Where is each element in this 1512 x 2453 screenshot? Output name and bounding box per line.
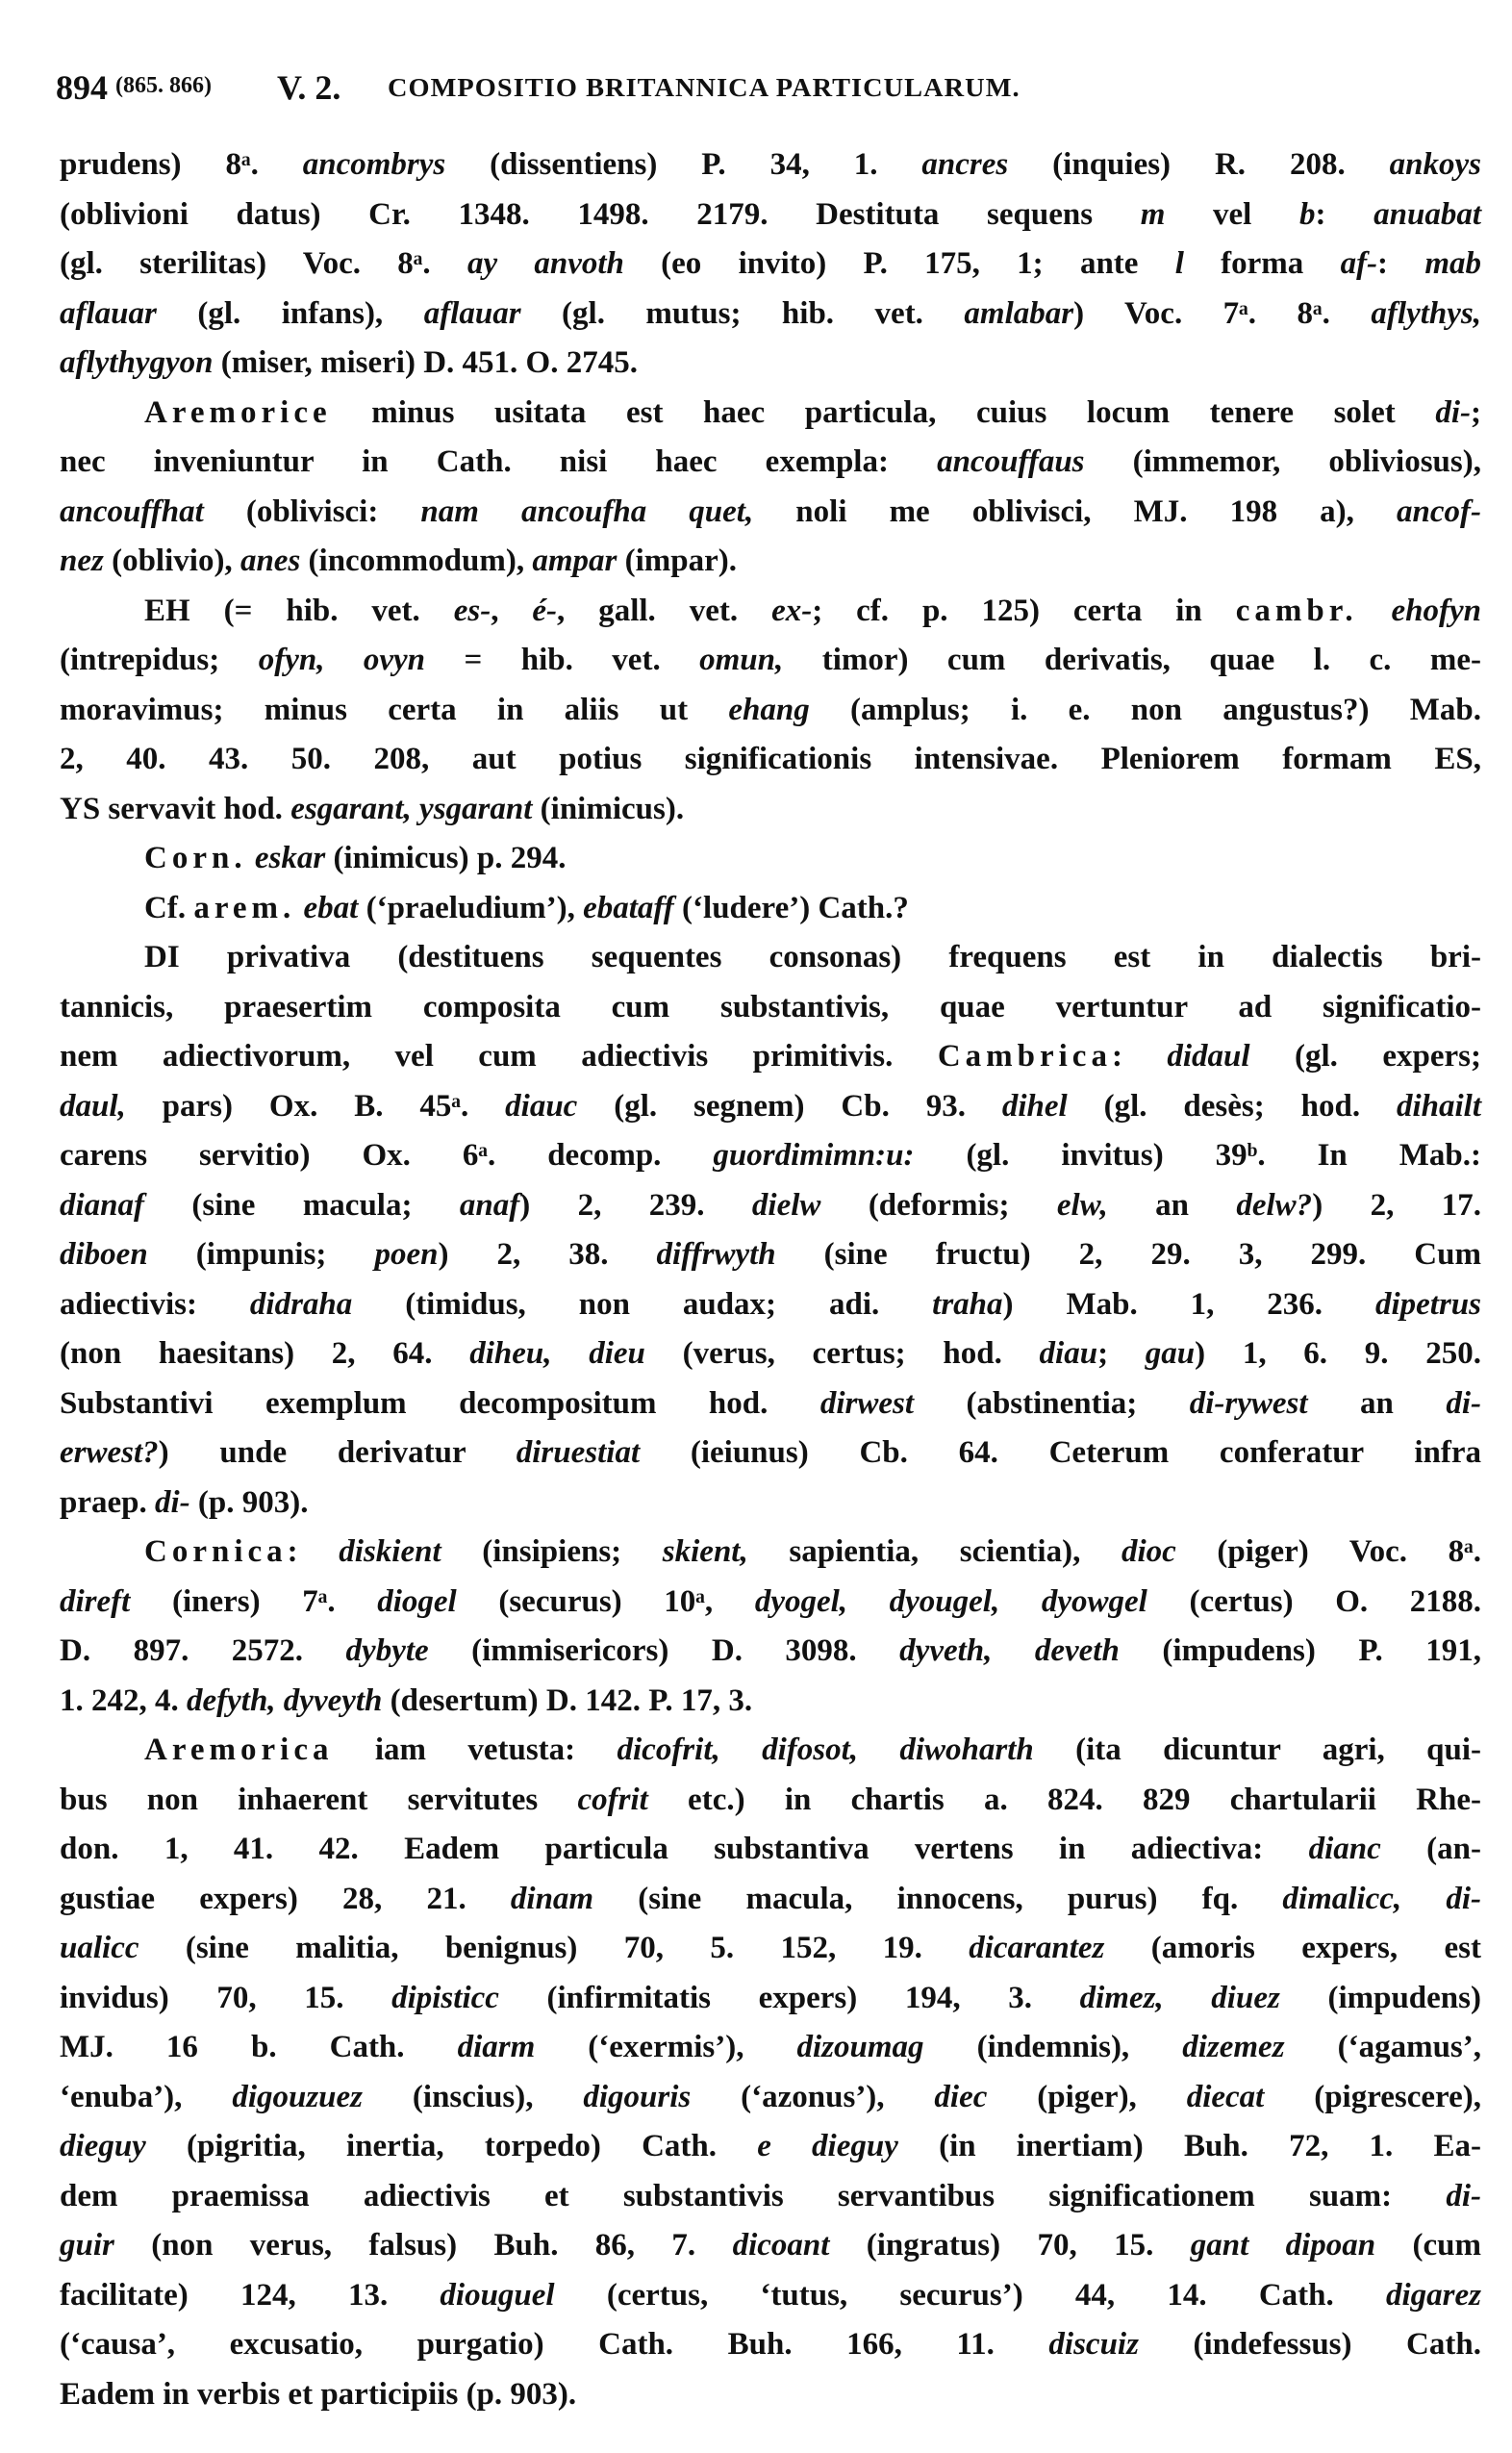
italic-term: ancres [921, 147, 1009, 182]
text-run: (gl. segnem) Cb. 93. [577, 1088, 1002, 1124]
text-run: (verus, certus; hod. [644, 1336, 1040, 1371]
italic-term: ancouffaus [937, 444, 1085, 479]
text-line [60, 290, 1481, 340]
italic-term: dimez, diuez [1079, 1980, 1280, 2015]
italic-term: dioc [1121, 1534, 1176, 1569]
text-run: don. 1, 41. 42. Eadem particula substantiva vertens in adiectiva: [60, 1832, 1309, 1866]
text-run: (‘agamus’, [1284, 2030, 1482, 2064]
text-run: iam vetusta: [333, 1732, 617, 1767]
text-run: dem praemissa adiectivis et substantivis servantibus significationem suam: [60, 2178, 1447, 2213]
text-run: (in inertiam) Buh. 72, 1. Ea- [897, 2129, 1482, 2163]
italic-term: dianc [1308, 1832, 1381, 1866]
text-run: nec inveniuntur in Cath. nisi haec exempla: [60, 444, 938, 479]
text-line [60, 1329, 1481, 1379]
italic-term: ancof- [1397, 493, 1481, 529]
italic-term: aflythygyon [60, 345, 214, 380]
italic-term: delw? [1236, 1187, 1313, 1223]
italic-term: dinam [510, 1881, 594, 1916]
text-run: (‘causa’, excusatio, purgatio) Cath. Buh. 166, 11. [60, 2327, 1049, 2362]
italic-term: digouris [583, 2079, 692, 2114]
text-run: (inscius), [363, 2079, 584, 2114]
text-run: (piger) Voc. 8ᵃ. [1175, 1534, 1481, 1569]
text-line [60, 587, 1481, 637]
section-number: V. 2. [277, 68, 341, 107]
text-run: gustiae expers) 28, 21. [60, 1881, 511, 1916]
italic-term: erwest? [60, 1435, 159, 1470]
spaced-dialect-label: cambr. [1235, 593, 1358, 628]
text-run: moravimus; minus certa in aliis ut [60, 692, 729, 727]
text-run: noli me oblivisci, MJ. 198 a), [753, 493, 1398, 529]
text-run: EH (= hib. vet. [144, 593, 454, 628]
text-run: (inquies) R. 208. [1008, 147, 1390, 182]
italic-term: dyogel, dyougel, dyowgel [754, 1583, 1147, 1619]
text-run: (sine fructu) 2, 29. 3, 299. Cum [775, 1237, 1481, 1272]
text-run: ‘enuba’), [60, 2079, 233, 2114]
text-line [60, 735, 1481, 785]
text-line [60, 1825, 1481, 1875]
text-line [60, 2023, 1481, 2073]
text-run: , [491, 593, 533, 628]
italic-term: af- [1340, 246, 1378, 281]
text-line [60, 1528, 1481, 1578]
text-run: (‘ludere’) Cath.? [673, 890, 909, 925]
italic-term: didraha [249, 1286, 353, 1322]
italic-term: dirwest [819, 1385, 914, 1421]
text-run: (p. 903). [189, 1484, 309, 1520]
text-run: (desertum) D. 142. P. 17, 3. [382, 1682, 753, 1718]
italic-term: dybyte [345, 1633, 429, 1668]
text-line [60, 537, 1481, 587]
text-run: an [1107, 1187, 1237, 1223]
text-run: (pigrescere), [1264, 2079, 1481, 2114]
italic-term: dielw [751, 1187, 821, 1223]
text-run: (oblivio), [103, 544, 240, 578]
text-run: (pigritia, inertia, torpedo) Cath. [145, 2129, 758, 2163]
spaced-dialect-label: Corn. [144, 841, 247, 875]
text-run: ) 1, 6. 9. 250. [1195, 1336, 1481, 1371]
italic-term: dyveth, deveth [899, 1633, 1120, 1668]
text-run: (‘praeludium’), [358, 890, 584, 925]
italic-term: diffrwyth [656, 1237, 776, 1272]
italic-term: diau [1039, 1336, 1098, 1371]
text-line [60, 785, 1481, 835]
italic-term: elw, [1056, 1187, 1108, 1223]
spaced-dialect-label: Cornica [144, 1534, 288, 1569]
italic-term: nam ancoufha quet, [420, 493, 754, 529]
italic-term: diauc [505, 1088, 578, 1124]
text-run: (infirmitatis expers) 194, 3. [498, 1980, 1080, 2015]
text-run: (amoris expers, est [1104, 1931, 1481, 1965]
text-line [60, 1627, 1481, 1677]
italic-term: l [1174, 246, 1184, 281]
text-line [60, 1131, 1481, 1181]
text-run: (sine malitia, benignus) 70, 5. 152, 19. [139, 1931, 970, 1965]
text-line [60, 1875, 1481, 1925]
text-run: D. 897. 2572. [60, 1633, 346, 1668]
text-line [60, 488, 1481, 538]
text-line [60, 2221, 1481, 2271]
text-line [60, 1974, 1481, 2024]
text-line [60, 1181, 1481, 1231]
italic-term: gant dipoan [1190, 2228, 1376, 2263]
italic-term: dicarantez [969, 1931, 1105, 1965]
italic-term: diec [934, 2079, 988, 2114]
italic-term: didaul [1167, 1039, 1250, 1074]
text-run: invidus) 70, 15. [60, 1980, 392, 2015]
text-run: prudens) 8ᵃ. [60, 147, 303, 182]
italic-term: aflythys, [1371, 295, 1481, 331]
italic-term: defyth, dyveyth [187, 1682, 383, 1718]
text-run: 1. 242, 4. [60, 1682, 187, 1718]
text-run: (gl. desès; hod. [1067, 1088, 1397, 1124]
text-run: (certus) O. 2188. [1147, 1583, 1481, 1619]
text-line [60, 933, 1481, 983]
text-line [60, 140, 1481, 190]
italic-term: esgarant, ysgarant [290, 791, 533, 826]
italic-term: mab [1424, 246, 1481, 281]
spaced-dialect-label: arem. [193, 890, 296, 925]
italic-term: diarm [457, 2030, 536, 2064]
italic-term: cofrit [577, 1782, 648, 1817]
italic-term: dipisticc [391, 1980, 499, 2015]
text-run: ; cf. p. 125) certa in [812, 593, 1236, 628]
italic-term: ay anvoth [466, 246, 624, 281]
text-run: forma [1183, 246, 1341, 281]
italic-term: dihailt [1396, 1088, 1481, 1124]
text-run: (impudens) [1279, 1980, 1481, 2015]
text-run: (impudens) P. 191, [1119, 1633, 1481, 1668]
text-run: (deformis; [820, 1187, 1057, 1223]
text-run: ; [1471, 394, 1481, 430]
text-run: Eadem in verbis et participiis (p. 903). [60, 2376, 577, 2412]
text-line [60, 1429, 1481, 1479]
italic-term: dizemez [1182, 2030, 1285, 2064]
italic-term: dipetrus [1374, 1286, 1481, 1322]
italic-term: ancombrys [302, 147, 446, 182]
text-run: (timidus, non audax; adi. [352, 1286, 933, 1322]
italic-term: dizoumag [796, 2030, 924, 2064]
text-line [60, 1082, 1481, 1132]
text-run: (gl. infans), [156, 295, 424, 331]
italic-term: aflauar [423, 295, 521, 331]
text-run: (ita dicuntur agri, qui- [1033, 1732, 1481, 1767]
text-run: adiectivis: [60, 1286, 250, 1322]
text-line [60, 1230, 1481, 1280]
text-run: (gl. invitus) 39ᵇ. In Mab.: [914, 1138, 1481, 1173]
italic-term: traha [932, 1286, 1003, 1322]
text-run: (immemor, obliviosus), [1084, 444, 1481, 479]
text-line [60, 1677, 1481, 1727]
italic-term: es- [453, 593, 491, 628]
text-run: DI privativa (destituens sequentes consonas) frequens est in dialectis bri- [144, 940, 1481, 974]
running-header [56, 67, 1306, 115]
italic-term: di- [1435, 394, 1471, 430]
text-run: (inimicus). [532, 791, 685, 826]
text-run: ; [1097, 1336, 1146, 1371]
text-run: (inimicus) p. 294. [325, 841, 567, 875]
text-run: (securus) 10ᵃ, [456, 1583, 755, 1619]
text-run: YS servavit hod. [60, 791, 291, 826]
italic-term: diboen [60, 1237, 148, 1272]
text-run: , gall. vet. [557, 593, 772, 628]
italic-term: é- [532, 593, 558, 628]
text-line [60, 2172, 1481, 2222]
text-run: (gl. mutus; hib. vet. [520, 295, 965, 331]
italic-term: guir [60, 2228, 114, 2263]
italic-term: amlabar [964, 295, 1074, 331]
italic-term: b [1298, 196, 1316, 232]
text-run: pars) Ox. B. 45ᵃ. [125, 1088, 506, 1124]
text-run: (oblivisci: [203, 493, 421, 529]
text-run: (insipiens; [441, 1534, 663, 1569]
text-run: an [1307, 1385, 1447, 1421]
text-run: (ingratus) 70, 15. [829, 2228, 1191, 2263]
italic-term: di- [1446, 2178, 1481, 2213]
italic-term: dianaf [60, 1187, 145, 1223]
text-run: (non verus, falsus) Buh. 86, 7. [113, 2228, 733, 2263]
text-run: tannicis, praesertim composita cum substantivis, quae vertuntur ad significatio- [60, 989, 1481, 1024]
text-line [60, 2320, 1481, 2370]
text-run: (piger), [987, 2079, 1187, 2114]
text-run: (an- [1380, 1832, 1481, 1866]
text-run: (indemnis), [923, 2030, 1183, 2064]
text-run [1358, 594, 1392, 628]
italic-term: guordimimn:u: [713, 1138, 915, 1173]
text-run [295, 891, 303, 925]
italic-term: ankoys [1389, 147, 1481, 182]
text-line [60, 1726, 1481, 1776]
italic-term: ehofyn [1391, 593, 1482, 628]
italic-term: direft [60, 1583, 131, 1619]
italic-term: digarez [1385, 2277, 1481, 2313]
text-run: (incommodum), [300, 544, 533, 578]
italic-term: ualicc [60, 1931, 139, 1965]
text-line [60, 884, 1481, 934]
text-run: ) 2, 239. [519, 1187, 752, 1223]
text-run: (‘exermis’), [535, 2030, 797, 2064]
text-run: ) unde derivatur [158, 1435, 517, 1470]
body-text [60, 140, 1481, 2419]
text-run: minus usitata est haec particula, cuius locum tenere solet [331, 394, 1436, 430]
italic-term: di-rywest [1189, 1385, 1308, 1421]
italic-term: nez [60, 544, 104, 578]
text-run: bus non inhaerent servitutes [60, 1782, 578, 1817]
text-run: (impunis; [147, 1237, 375, 1272]
text-run: (ieiunus) Cb. 64. Ceterum conferatur infra [640, 1435, 1481, 1470]
italic-term: dihel [1001, 1088, 1068, 1124]
text-run: (certus, ‘tutus, securus’) 44, 14. Cath. [554, 2277, 1386, 2313]
italic-term: diouguel [440, 2277, 555, 2313]
text-run [247, 841, 255, 875]
italic-term: dimalicc, di- [1282, 1881, 1481, 1916]
italic-term: discuiz [1048, 2327, 1139, 2362]
italic-term: anaf [459, 1187, 520, 1223]
italic-term: dicofrit, difosot, diwoharth [617, 1732, 1034, 1767]
italic-term: dieguy [60, 2129, 146, 2163]
italic-term: omun, [699, 643, 784, 677]
italic-term: daul, [60, 1088, 126, 1124]
text-line [60, 1578, 1481, 1628]
italic-term: anes [239, 544, 301, 578]
italic-term: diskient [339, 1534, 441, 1569]
text-run: (intrepidus; [60, 643, 259, 677]
text-line [60, 1924, 1481, 1974]
italic-term: e dieguy [757, 2129, 898, 2163]
text-line [60, 2370, 1481, 2420]
italic-term: m [1140, 196, 1166, 232]
text-line [60, 2271, 1481, 2321]
text-run: (cum [1375, 2228, 1481, 2263]
text-line [60, 1032, 1481, 1082]
italic-term: ampar [532, 544, 617, 578]
text-line [60, 983, 1481, 1033]
italic-term: dicoant [732, 2228, 830, 2263]
italic-term: diruestiat [516, 1435, 641, 1470]
text-run: 2, 40. 43. 50. 208, aut potius significationis intensivae. Pleniorem formam ES, [60, 742, 1481, 776]
text-line [60, 686, 1481, 736]
italic-term: diheu, dieu [469, 1336, 645, 1371]
italic-term: poen [374, 1237, 439, 1272]
spaced-dialect-label: Cambrica [937, 1039, 1112, 1074]
text-run: : [1377, 246, 1425, 281]
text-run: (gl. expers; [1249, 1039, 1481, 1074]
text-run: (sine macula, innocens, purus) fq. [593, 1881, 1283, 1916]
text-line [60, 240, 1481, 290]
text-run: (iners) 7ᵃ. [130, 1583, 378, 1619]
text-line [60, 2073, 1481, 2123]
text-run: etc.) in chartis a. 824. 829 chartularii Rhe- [647, 1782, 1481, 1817]
italic-term: ancouffhat [60, 493, 204, 529]
text-run: ) 2, 17. [1312, 1187, 1481, 1223]
text-line [60, 834, 1481, 884]
italic-term: eskar [254, 841, 326, 875]
italic-term: digouzuez [232, 2079, 364, 2114]
italic-term: aflauar [60, 295, 157, 331]
text-run: timor) cum derivatis, quae l. c. me- [783, 643, 1481, 677]
text-line [60, 389, 1481, 439]
italic-term: diogel [377, 1583, 457, 1619]
text-run: Cf. [144, 890, 194, 925]
text-run: (gl. sterilitas) Voc. 8ᵃ. [60, 246, 467, 281]
text-run: sapientia, scientia), [747, 1534, 1121, 1569]
text-run: MJ. 16 b. Cath. [60, 2030, 458, 2064]
text-line [60, 2122, 1481, 2172]
text-line [60, 438, 1481, 488]
text-run: (sine macula; [144, 1187, 460, 1223]
text-run: (immisericors) D. 3098. [428, 1633, 900, 1668]
text-run: (eo invito) P. 175, 1; ante [623, 246, 1175, 281]
text-run: facilitate) 124, 13. [60, 2277, 441, 2313]
text-line [60, 339, 1481, 389]
italic-term: gau [1145, 1336, 1196, 1371]
spaced-dialect-label: Aremorica [144, 1732, 334, 1767]
text-run: ) Mab. 1, 236. [1002, 1286, 1375, 1322]
italic-term: anuabat [1373, 196, 1481, 232]
text-run: (oblivioni datus) Cr. 1348. 1498. 2179. Destituta sequens [60, 196, 1141, 232]
text-run: (abstinentia; [914, 1385, 1190, 1421]
text-line [60, 1479, 1481, 1529]
italic-term: ehang [728, 692, 810, 727]
text-run: vel [1165, 196, 1299, 232]
spaced-dialect-label: Aremorice [144, 394, 332, 430]
text-run: carens servitio) Ox. 6ᵃ. decomp. [60, 1138, 714, 1173]
text-line [60, 1776, 1481, 1826]
text-run: (dissentiens) P. 34, 1. [445, 147, 922, 182]
text-run: (non haesitans) 2, 64. [60, 1336, 470, 1371]
text-run: : [1111, 1039, 1168, 1074]
text-line [60, 636, 1481, 686]
text-run: nem adiectivorum, vel cum adiectivis primitivis. [60, 1039, 938, 1074]
running-title: COMPOSITIO BRITANNICA PARTICULARUM. [388, 73, 1021, 102]
page-references: (865. 866) [115, 73, 212, 98]
italic-term: skient, [662, 1534, 748, 1569]
text-line [60, 190, 1481, 240]
italic-term: ebataff [583, 890, 674, 925]
italic-term: ex- [771, 593, 813, 628]
text-run: (miser, miseri) D. 451. O. 2745. [213, 345, 638, 380]
italic-term: di- [1446, 1385, 1482, 1421]
italic-term: di- [155, 1484, 190, 1520]
italic-term: diecat [1186, 2079, 1265, 2114]
text-run: ) Voc. 7ᵃ. 8ᵃ. [1073, 295, 1372, 331]
text-run: (indefessus) Cath. [1138, 2327, 1481, 2362]
text-line [60, 1280, 1481, 1330]
text-run: = hib. vet. [425, 643, 700, 677]
text-run: (amplus; i. e. non angustus?) Mab. [809, 692, 1481, 727]
text-run: (‘azonus’), [691, 2079, 935, 2114]
text-run: (impar). [617, 544, 738, 578]
text-run: Substantivi exemplum decompositum hod. [60, 1385, 820, 1421]
text-line [60, 1379, 1481, 1429]
text-run: : [1315, 196, 1374, 232]
italic-term: ofyn, ovyn [258, 643, 426, 677]
italic-term: ebat [303, 890, 359, 925]
text-run: praep. [60, 1484, 155, 1520]
text-run: : [287, 1534, 340, 1569]
text-run: ) 2, 38. [438, 1237, 657, 1272]
page-number: 894 [56, 68, 108, 107]
